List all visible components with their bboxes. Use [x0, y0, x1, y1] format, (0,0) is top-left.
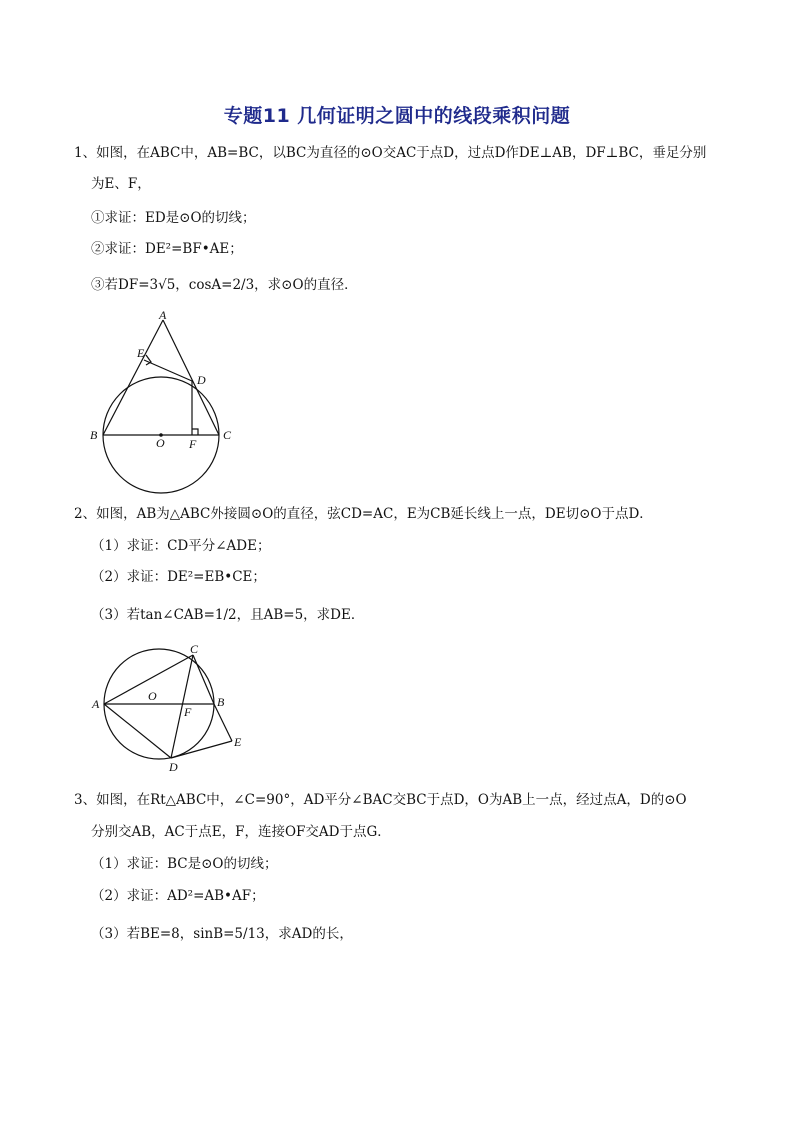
right-angle-e — [146, 355, 151, 365]
label-d: D — [169, 760, 178, 774]
p3-line-4: （2）求证：AD²=AB•AF； — [91, 888, 265, 904]
label-a: A — [159, 308, 167, 322]
p3-line-1: 3、如图，在Rt△ABC中，∠C=90°，AD平分∠BAC交BC于点D，O为AB上一点，经过点A，D的⊙O — [74, 792, 687, 808]
label-f: F — [184, 705, 192, 719]
right-angle-f — [192, 429, 198, 435]
label-o: O — [148, 689, 157, 703]
page-title: 专题11 几何证明之圆中的线段乘积问题 — [223, 105, 571, 127]
label-c: C — [223, 428, 232, 442]
label-b: B — [90, 428, 98, 442]
p2-line-4: （3）若tan∠CAB=1/2，且AB=5，求DE． — [91, 607, 365, 623]
p2-line-3: （2）求证：DE²=EB•CE； — [91, 569, 266, 585]
segment-be — [214, 704, 232, 741]
segment-ad — [104, 704, 171, 758]
label-e: E — [234, 735, 242, 749]
p3-line-2: 分别交AB，AC于点E，F，连接OF交AD于点G． — [91, 824, 391, 840]
segment-cb — [193, 655, 214, 704]
segment-de — [171, 741, 232, 758]
label-a: A — [92, 697, 100, 711]
p1-line-4: ②求证：DE²=BF•AE； — [91, 241, 243, 257]
p1-line-1: 1、如图，在ABC中，AB=BC，以BC为直径的⊙O交AC于点D，过点D作DE⊥AB，DF⊥BC，垂足分别 — [74, 145, 707, 161]
p1-line-5: ③若DF=3√5，cosA=2/3，求⊙O的直径． — [91, 277, 358, 293]
p3-line-3: （1）求证：BC是⊙O的切线； — [91, 856, 278, 872]
label-c: C — [190, 642, 199, 656]
p2-line-1: 2、如图，AB为△ABC外接圆⊙O的直径，弦CD=AC，E为CB延长线上一点，DE切⊙O于点D． — [74, 506, 653, 522]
label-f: F — [189, 437, 197, 451]
p2-line-2: （1）求证：CD平分∠ADE； — [91, 538, 271, 554]
p1-line-2: 为E、F， — [91, 176, 151, 192]
p1-line-3: ①求证：ED是⊙O的切线； — [91, 210, 256, 226]
p3-line-5: （3）若BE=8，sinB=5/13，求AD的长， — [91, 926, 353, 942]
label-d: D — [197, 373, 206, 387]
figure-1 — [80, 305, 250, 495]
label-o: O — [156, 436, 165, 450]
label-b: B — [217, 695, 225, 709]
label-e: E — [137, 346, 145, 360]
figure-2 — [86, 640, 256, 780]
